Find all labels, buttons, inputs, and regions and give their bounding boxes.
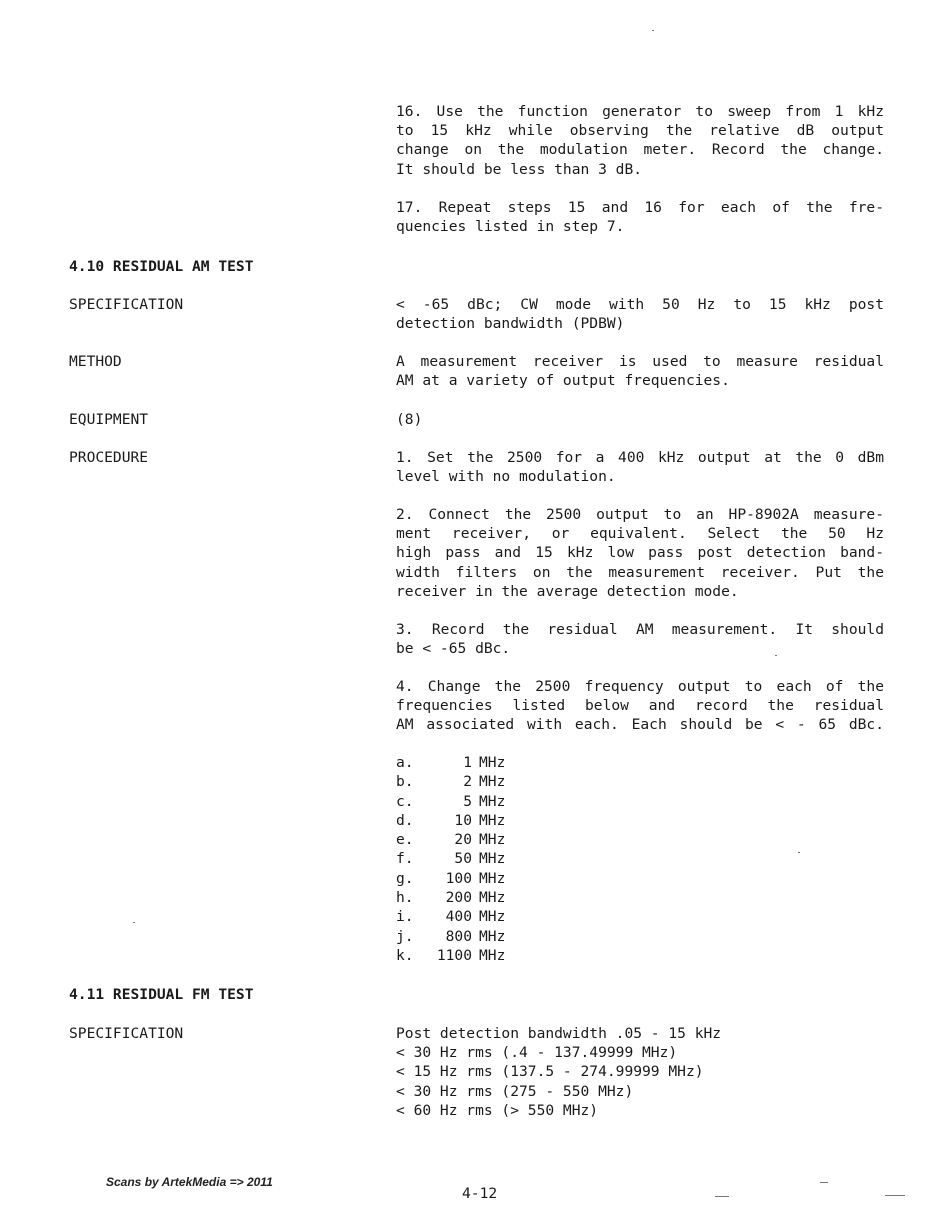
frequency-letter: d. — [396, 811, 414, 829]
frequency-item — [396, 772, 886, 791]
frequency-item — [396, 753, 886, 772]
specification-line: detection bandwidth (PDBW) — [396, 315, 625, 333]
frequency-letter: a. — [396, 754, 414, 771]
frequency-unit: MHz — [479, 908, 506, 926]
specification-line: < -65 dBc; CW mode with 50 Hz to 15 kHz post — [396, 296, 884, 313]
scan-speck — [885, 1195, 905, 1196]
fm-spec-line: < 15 Hz rms (137.5 - 274.99999 MHz) — [396, 1063, 704, 1081]
method-text — [396, 352, 886, 390]
frequency-unit: MHz — [479, 773, 506, 791]
frequency-value: 20 — [454, 831, 472, 849]
frequency-letter: e. — [396, 831, 414, 849]
frequency-item — [396, 830, 886, 849]
procedure-step-3 — [396, 620, 886, 658]
frequency-letter: k. — [396, 946, 414, 964]
frequency-item — [396, 888, 886, 907]
frequency-value: 5 — [463, 792, 472, 810]
frequency-letter: i. — [396, 908, 414, 926]
frequency-value: 1 — [463, 754, 472, 771]
frequency-item — [396, 792, 886, 811]
scan-speck — [820, 1182, 828, 1183]
step-2-line: receiver in the average detection mode. — [396, 582, 739, 600]
procedure-label: PROCEDURE — [69, 449, 149, 466]
frequency-unit: MHz — [479, 792, 506, 810]
frequency-list — [396, 753, 886, 965]
step-16-paragraph — [396, 102, 886, 179]
section-4-10-heading: 4.10 RESIDUAL AM TEST — [69, 258, 254, 275]
frequency-value: 200 — [445, 889, 472, 907]
fm-spec-line: < 30 Hz rms (275 - 550 MHz) — [396, 1082, 634, 1100]
frequency-letter: b. — [396, 773, 414, 791]
frequency-value: 10 — [454, 811, 472, 829]
frequency-value: 400 — [445, 908, 472, 926]
frequency-letter: j. — [396, 927, 414, 945]
scan-speck — [715, 1196, 729, 1197]
step-4-line: frequencies listed below and record the residual — [396, 697, 884, 715]
step-1-line: level with no modulation. — [396, 468, 616, 486]
step-16-line: to 15 kHz while observing the relative dB output — [396, 122, 884, 140]
frequency-unit: MHz — [479, 927, 506, 945]
step-16-line: 16. Use the function generator to sweep from 1 kHz — [396, 103, 884, 120]
frequency-letter: c. — [396, 792, 414, 810]
frequency-unit: MHz — [479, 811, 506, 829]
equipment-label: EQUIPMENT — [69, 411, 149, 428]
frequency-value: 50 — [454, 850, 472, 868]
method-line: A measurement receiver is used to measure residual — [396, 353, 884, 370]
frequency-unit: MHz — [479, 850, 506, 868]
step-4-line: 4. Change the 2500 frequency output to each of the — [396, 678, 884, 695]
residual-fm-specification — [396, 1024, 886, 1120]
scan-speck — [798, 852, 800, 853]
specification-label: SPECIFICATION — [69, 296, 184, 313]
scan-speck — [652, 30, 654, 31]
step-16-line: change on the modulation meter. Record the change. — [396, 141, 884, 159]
frequency-item — [396, 869, 886, 888]
procedure-step-1 — [396, 448, 886, 486]
fm-spec-line: Post detection bandwidth .05 - 15 kHz — [396, 1025, 722, 1042]
frequency-letter: h. — [396, 889, 414, 907]
frequency-unit: MHz — [479, 869, 506, 887]
frequency-letter: g. — [396, 869, 414, 887]
frequency-unit: MHz — [479, 831, 506, 849]
step-17-line: quencies listed in step 7. — [396, 218, 625, 236]
frequency-unit: MHz — [479, 889, 506, 907]
frequency-value: 100 — [445, 869, 472, 887]
specification-label: SPECIFICATION — [69, 1025, 184, 1042]
step-3-line: be < -65 dBc. — [396, 640, 511, 658]
step-2-line: width filters on the measurement receiver. Put the — [396, 563, 884, 581]
equipment-value: (8) — [396, 411, 423, 428]
scan-credit: Scans by ArtekMedia => 2011 — [106, 1175, 273, 1189]
specification-text — [396, 295, 886, 333]
scan-speck — [775, 655, 777, 656]
step-17-line: 17. Repeat steps 15 and 16 for each of the fre- — [396, 199, 884, 216]
method-line: AM at a variety of output frequencies. — [396, 372, 730, 390]
step-2-line: 2. Connect the 2500 output to an HP-8902A measure- — [396, 506, 884, 523]
frequency-item — [396, 811, 886, 830]
step-2-line: ment receiver, or equivalent. Select the 50 Hz — [396, 525, 884, 543]
frequency-item — [396, 849, 886, 868]
step-4-line: AM associated with each. Each should be < - 65 dBc. — [396, 716, 884, 734]
section-4-11-heading: 4.11 RESIDUAL FM TEST — [69, 986, 254, 1003]
frequency-value: 800 — [445, 927, 472, 945]
fm-spec-line: < 60 Hz rms (> 550 MHz) — [396, 1101, 599, 1119]
frequency-value: 1100 — [436, 946, 472, 964]
procedure-step-4 — [396, 677, 886, 735]
step-2-line: high pass and 15 kHz low pass post detection band- — [396, 544, 884, 562]
procedure-step-2 — [396, 505, 886, 601]
page-number: 4-12 — [462, 1185, 498, 1202]
method-label: METHOD — [69, 353, 122, 370]
frequency-unit: MHz — [479, 754, 506, 771]
frequency-value: 2 — [463, 773, 472, 791]
frequency-item — [396, 927, 886, 946]
step-16-line: It should be less than 3 dB. — [396, 160, 643, 178]
frequency-letter: f. — [396, 850, 414, 868]
scan-speck — [133, 922, 135, 923]
frequency-item — [396, 946, 886, 965]
frequency-unit: MHz — [479, 946, 506, 964]
frequency-item — [396, 907, 886, 926]
step-1-line: 1. Set the 2500 for a 400 kHz output at the 0 dBm — [396, 449, 884, 466]
step-17-paragraph — [396, 198, 886, 236]
fm-spec-line: < 30 Hz rms (.4 - 137.49999 MHz) — [396, 1044, 678, 1062]
step-3-line: 3. Record the residual AM measurement. It should — [396, 621, 884, 638]
